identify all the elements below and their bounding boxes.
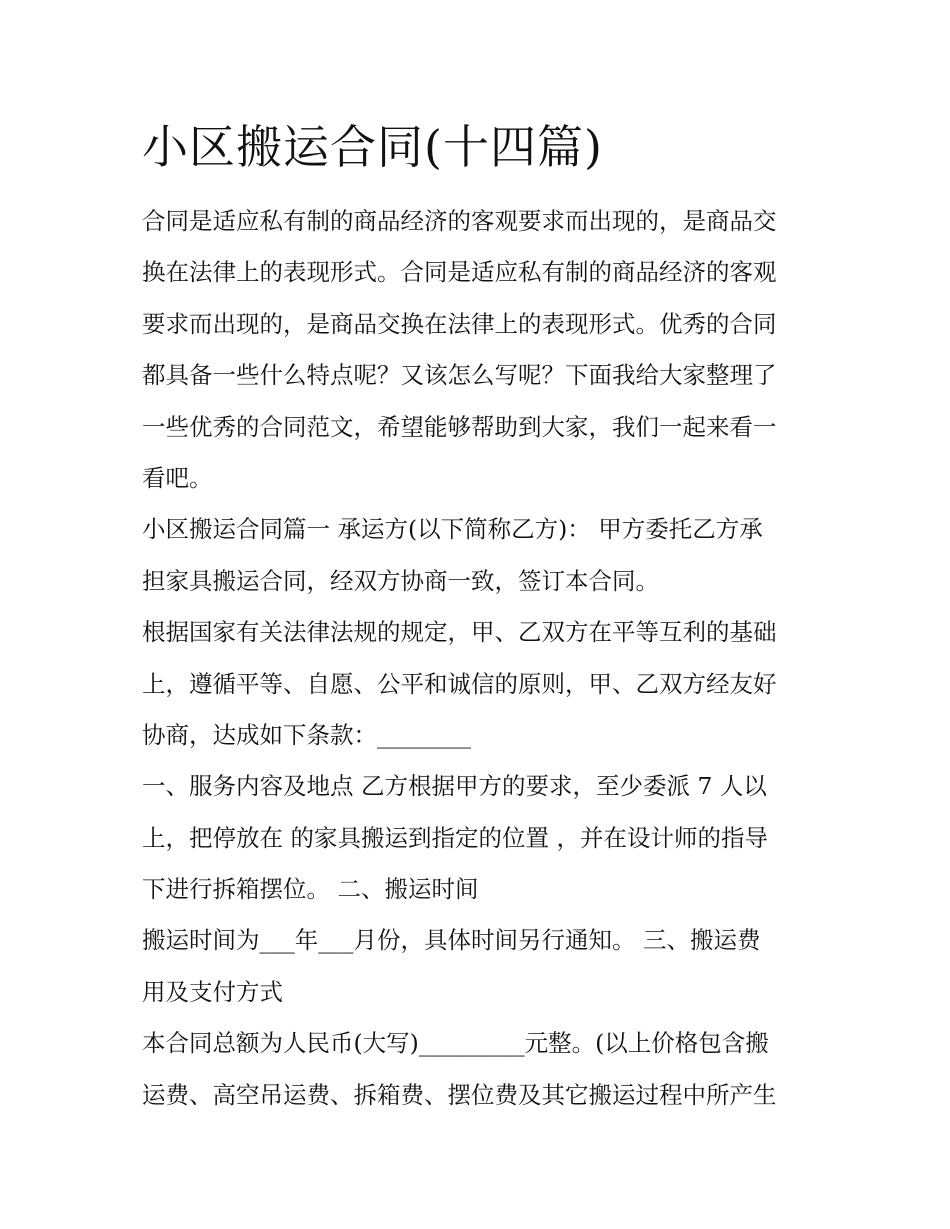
document-body bbox=[142, 196, 822, 1121]
body-line: 协商，达成如下条款：________ bbox=[142, 720, 471, 749]
body-line: 运费、高空吊运费、拆箱费、摆位费及其它搬运过程中所产生 bbox=[142, 1080, 777, 1109]
body-line: 搬运时间为___年___月份，具体时间另行通知。 三、搬运费 bbox=[142, 926, 761, 955]
body-line: 合同是适应私有制的商品经济的客观要求而出现的，是商品交 bbox=[142, 207, 777, 235]
body-line: 担家具搬运合同，经双方协商一致，签订本合同。 bbox=[142, 566, 659, 595]
body-line: 一些优秀的合同范文，希望能够帮助到大家，我们一起来看一 bbox=[142, 412, 777, 441]
body-line: 一、服务内容及地点 乙方根据甲方的要求，至少委派 7 人以 bbox=[142, 772, 767, 801]
body-line: 要求而出现的，是商品交换在法律上的表现形式。优秀的合同 bbox=[142, 309, 777, 338]
body-line: 本合同总额为人民币(大写)_________元整。(以上价格包含搬 bbox=[142, 1029, 769, 1058]
body-line: 都具备一些什么特点呢？又该怎么写呢？下面我给大家整理了 bbox=[142, 361, 777, 390]
body-line: 根据国家有关法律法规的规定，甲、乙双方在平等互利的基础 bbox=[142, 618, 777, 647]
document-title: 小区搬运合同(十四篇) bbox=[142, 120, 603, 174]
body-line: 小区搬运合同篇一 承运方(以下简称乙方)： 甲方委托乙方承 bbox=[142, 515, 763, 544]
body-line: 换在法律上的表现形式。合同是适应私有制的商品经济的客观 bbox=[142, 258, 777, 287]
body-line: 看吧。 bbox=[142, 463, 213, 492]
body-line: 下进行拆箱摆位。 二、搬运时间 bbox=[142, 875, 479, 904]
body-line: 用及支付方式 bbox=[142, 977, 283, 1006]
body-line: 上，遵循平等、自愿、公平和诚信的原则，甲、乙双方经友好 bbox=[142, 669, 777, 698]
body-line: 上，把停放在 的家具搬运到指定的位置 ，并在设计师的指导 bbox=[142, 823, 768, 852]
